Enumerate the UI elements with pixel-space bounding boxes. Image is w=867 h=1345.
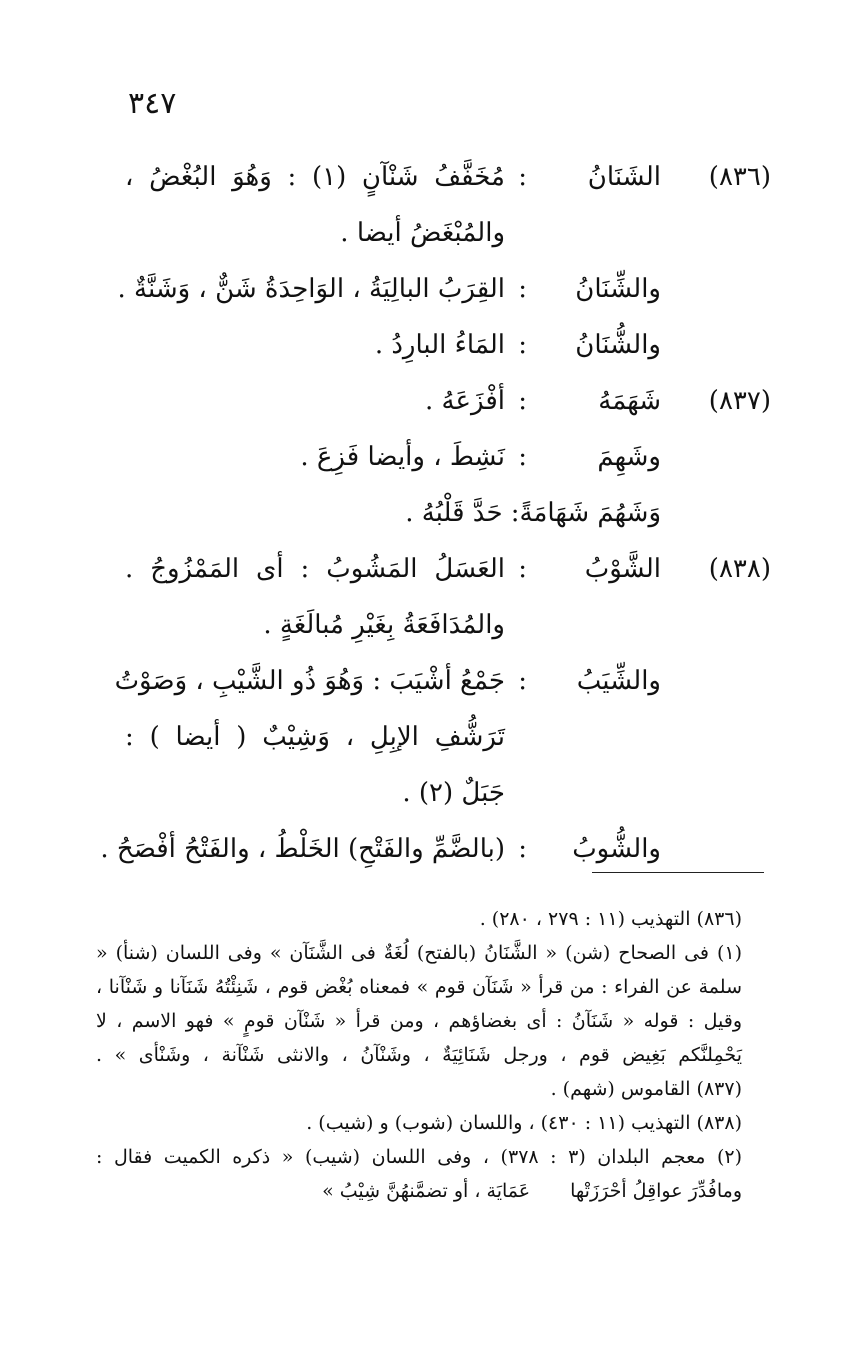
footnote: (١) فى الصحاح (شن) « الشَّنَانُ (بالفتح) لُغَةٌ فى الشَّنَآن » وفى اللسان (شنأ) « سلمة عن الفراء : من قرأ « شَنَآن قوم » فمعناه بُغْض قوم ، شَنِئْتُهُ شَنَآنا و شَنْآنا ، وقيل : قوله « شَنَآنُ : أى بغضاؤهم ، ومن قرأ « شَنْآن قومٍ » فهو الاسم ، لا يَحْمِلنَّكم بَغِيض قوم ، ورجل شَنَائِيَةٌ ، وشَنْآنُ ، والانثى شَنْآنة ، وشَنْأى » . <box>96 942 742 1066</box>
footnotes <box>96 902 764 1208</box>
definition: المَاءُ البارِدُ . <box>374 330 505 360</box>
separator-colon: : <box>518 274 527 304</box>
headword-with-definition: وَشَهُمَ شَهَامَةً: حَدَّ قَلْبُهُ . <box>405 498 661 528</box>
footnote-divider <box>592 872 764 873</box>
entry-row <box>0 266 867 322</box>
entry-continuation <box>0 714 867 770</box>
definition-continuation: جَبَلٌ (٢) . <box>402 778 505 808</box>
definition: (بالضَّمِّ والفَتْحِ) الخَلْطُ ، والفَتْحُ أفْصَحُ . <box>100 834 505 864</box>
entry-number: (٨٣٧) <box>708 386 771 416</box>
footnote: (٨٣٨) التهذيب (١١ : ٤٣٠) ، واللسان (شوب) و (شيب) . <box>306 1112 742 1134</box>
entry-continuation <box>0 210 867 266</box>
separator-colon: : <box>518 442 527 472</box>
entry-row <box>0 434 867 490</box>
entry-row <box>0 322 867 378</box>
definition-continuation: والمُبْغَضُ أيضا . <box>340 218 505 248</box>
definition: أفْزَعَهُ . <box>425 386 505 416</box>
verse-line <box>96 1174 764 1208</box>
headword: والشُّوبُ <box>572 834 661 864</box>
definition: القِرَبُ البالِيَةُ ، الوَاحِدَةُ شَنٌّ ، وَشَنَّةٌ . <box>117 274 505 304</box>
headword: والشِّنَانُ <box>575 274 661 304</box>
separator-colon: : <box>518 330 527 360</box>
entry-row <box>0 154 867 210</box>
definition-continuation: والمُدَافَعَةُ بِغَيْرِ مُبالَغَةٍ . <box>263 610 505 640</box>
definition: جَمْعُ أشْيَبَ : وَهُوَ ذُو الشَّيْبِ ، وَصَوْتُ <box>114 666 505 696</box>
separator-colon: : <box>518 162 527 192</box>
footnote: (٨٣٦) التهذيب (١١ : ٢٧٩ ، ٢٨٠) . <box>479 908 742 930</box>
entry-row <box>0 378 867 434</box>
headword: الشَنَانُ <box>587 162 661 192</box>
footnote: (٨٣٧) القاموس (شهم) . <box>550 1078 742 1100</box>
entry-row <box>0 546 867 602</box>
separator-colon: : <box>518 554 527 584</box>
entry-continuation <box>0 770 867 826</box>
definition: العَسَلُ المَشُوبُ : أى المَمْزُوجُ . <box>125 554 505 584</box>
entry-number: (٨٣٨) <box>708 554 771 584</box>
verse-second-hemistich: عَمَايَة ، أو تضمَّنهُنَّ شِيْبُ » <box>322 1180 531 1202</box>
headword: والشِّيَبُ <box>576 666 661 696</box>
entry-row <box>0 826 867 882</box>
entry-row <box>0 490 867 546</box>
definition: نَشِطَ ، وأيضا فَزِعَ . <box>300 442 505 472</box>
headword: والشُّنَانُ <box>575 330 661 360</box>
definition-continuation: تَرَشُّفِ الإبِلِ ، وَشِيْبٌ ( أيضا ) : <box>125 722 505 752</box>
entry-row <box>0 658 867 714</box>
dictionary-entries <box>0 154 867 882</box>
page-number: ٣٤٧ <box>128 86 177 121</box>
separator-colon: : <box>518 666 527 696</box>
entry-number: (٨٣٦) <box>708 162 771 192</box>
headword: وشَهِمَ <box>597 442 661 472</box>
separator-colon: : <box>518 834 527 864</box>
footnote: (٢) معجم البلدان (٣ : ٣٧٨) ، وفى اللسان (شيب) « ذكره الكميت فقال : <box>96 1146 743 1168</box>
separator-colon: : <box>518 386 527 416</box>
definition: مُخَفَّفُ شَنْآنٍ (١) : وَهُوَ البُغْضُ ، <box>125 162 505 192</box>
entry-continuation <box>0 602 867 658</box>
headword: الشَّوْبُ <box>584 554 661 584</box>
verse-first-hemistich: ومافُدِّرَ عواقِلُ أحْرَزَتْها <box>570 1180 742 1202</box>
headword: شَهَمَهُ <box>598 386 661 416</box>
